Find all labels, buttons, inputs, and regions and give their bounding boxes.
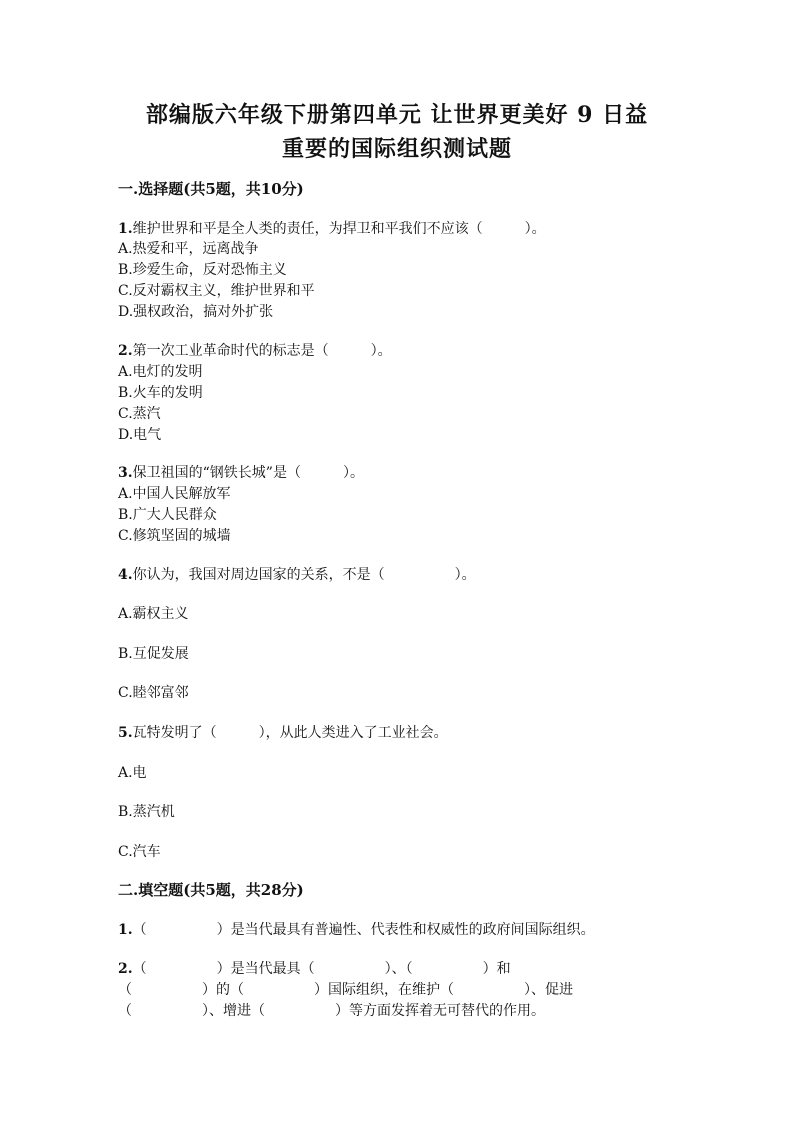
question-text: 你认为，我国对周边国家的关系，不是（ ）。 xyxy=(132,567,476,583)
option: D.电气 xyxy=(118,427,162,443)
option: A.中国人民解放军 xyxy=(118,486,231,502)
question-number: 1. xyxy=(118,221,133,237)
question-3 xyxy=(118,462,364,482)
question-2 xyxy=(118,340,392,360)
section-heading-choice: 一.选择题(共5题，共10分) xyxy=(118,180,304,198)
option: C.汽车 xyxy=(118,844,161,860)
question-number: 2. xyxy=(118,961,133,977)
question-text: 维护世界和平是全人类的责任，为捍卫和平我们不应该（ ）。 xyxy=(132,221,546,237)
option: A.热爱和平，远离战争 xyxy=(118,241,259,257)
page-title-line-2: 重要的国际组织测试题 xyxy=(281,136,512,162)
option: C.睦邻富邻 xyxy=(118,685,189,701)
question-number: 1. xyxy=(118,922,133,938)
question-text-continued: （ ）、增进（ ）等方面发挥着无可替代的作用。 xyxy=(118,1003,545,1019)
section-heading-fill: 二.填空题(共5题，共28分) xyxy=(118,881,304,899)
option: B.蒸汽机 xyxy=(118,804,175,820)
fill-question-2 xyxy=(118,958,511,978)
question-text-continued: （ ）的（ ）国际组织，在维护（ ）、促进 xyxy=(118,982,573,998)
option: D.强权政治，搞对外扩张 xyxy=(118,304,274,320)
question-text: 瓦特发明了（ ），从此人类进入了工业社会。 xyxy=(132,725,448,741)
option: C.反对霸权主义，维护世界和平 xyxy=(118,283,315,299)
option: A.电灯的发明 xyxy=(118,364,203,380)
option: B.互促发展 xyxy=(118,646,189,662)
question-5 xyxy=(118,722,448,742)
option: B.火车的发明 xyxy=(118,385,203,401)
question-number: 4. xyxy=(118,567,133,583)
option: A.霸权主义 xyxy=(118,606,189,622)
option: B.珍爱生命，反对恐怖主义 xyxy=(118,262,287,278)
question-number: 5. xyxy=(118,725,133,741)
question-1 xyxy=(118,218,546,238)
question-text: （ ）是当代最具（ ）、（ ）和 xyxy=(132,961,511,977)
question-number: 3. xyxy=(118,465,133,481)
option: C.修筑坚固的城墙 xyxy=(118,528,231,544)
fill-question-1 xyxy=(118,919,595,939)
question-text: （ ）是当代最具有普遍性、代表性和权威性的政府间国际组织。 xyxy=(132,922,595,938)
option: B.广大人民群众 xyxy=(118,507,217,523)
option: C.蒸汽 xyxy=(118,406,161,422)
option: A.电 xyxy=(118,765,147,781)
question-text: 第一次工业革命时代的标志是（ ）。 xyxy=(132,343,392,359)
question-4 xyxy=(118,564,476,584)
page-title-line-1: 部编版六年级下册第四单元 让世界更美好 9 日益 xyxy=(145,102,649,128)
question-text: 保卫祖国的“钢铁长城”是（ ）。 xyxy=(132,465,364,481)
question-number: 2. xyxy=(118,343,133,359)
